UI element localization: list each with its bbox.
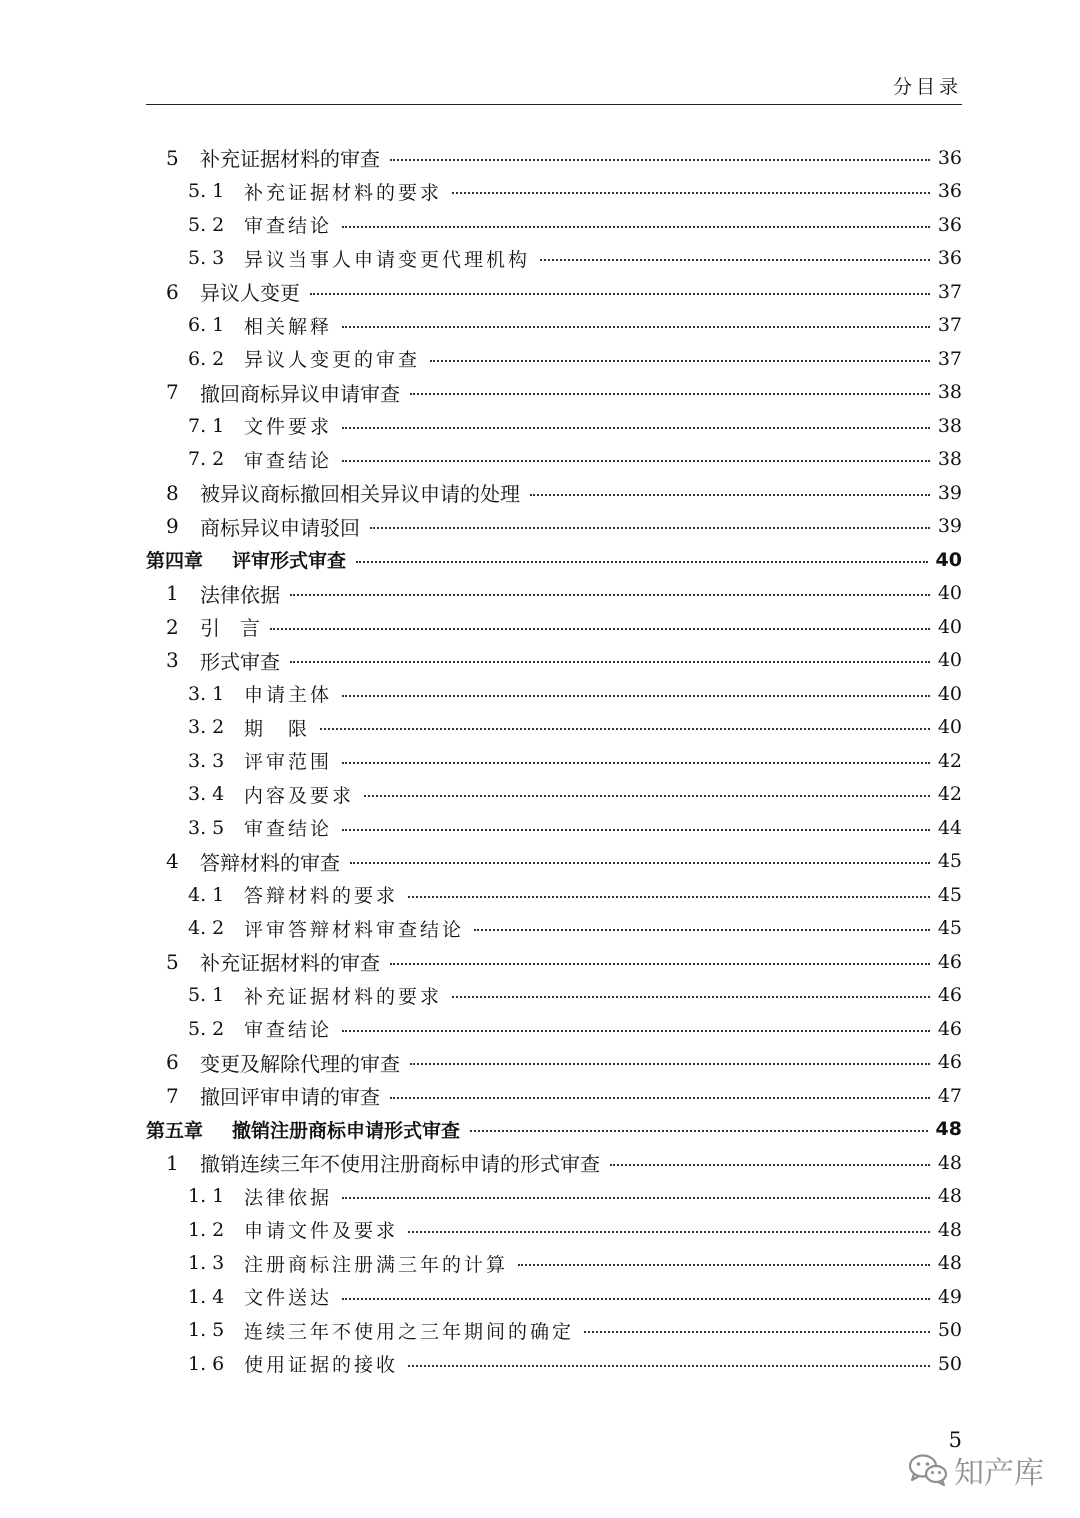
toc-entry-page: 46: [937, 950, 962, 973]
toc-entry-page: 48: [935, 1118, 962, 1141]
toc-entry-title: 法律依据: [244, 1186, 333, 1209]
toc-entry-row: [146, 510, 962, 544]
toc-entry-title: 法律依据: [200, 582, 280, 607]
toc-entry-number: 2: [166, 614, 179, 639]
toc-entry-page: 40: [937, 615, 962, 638]
toc-entry-number: 第五章: [146, 1119, 204, 1142]
toc-chapter-row: [146, 543, 962, 577]
toc-entry-title: 评审形式审查: [232, 550, 347, 573]
toc-entry-title: 相关解释: [244, 315, 333, 338]
dot-leader: [540, 259, 930, 261]
wechat-icon: [908, 1453, 948, 1487]
toc-entry-title: 审查结论: [244, 1019, 333, 1042]
dot-leader: [356, 561, 928, 563]
dot-leader: [342, 1197, 930, 1199]
dot-leader: [364, 795, 930, 797]
toc-entry-page: 36: [937, 247, 962, 270]
toc-entry-row: [146, 912, 962, 946]
dot-leader: [518, 1264, 930, 1266]
toc-entry-number: 3: [166, 648, 179, 673]
toc-entry-row: [146, 610, 962, 644]
toc-entry-title: 答辩材料的要求: [244, 885, 399, 908]
dot-leader: [410, 393, 930, 395]
toc-entry-number: 1. 4: [188, 1285, 225, 1308]
toc-entry-page: 36: [937, 180, 962, 203]
toc-entry-row: [146, 644, 962, 678]
toc-entry-title: 异议人变更: [200, 281, 300, 306]
toc-entry-number: 3. 3: [188, 749, 225, 772]
toc-entry-page: 40: [935, 548, 962, 571]
toc-entry-title: 审查结论: [244, 215, 333, 238]
toc-entry-number: 1: [166, 1150, 179, 1175]
toc-entry-title: 申请文件及要求: [244, 1220, 399, 1243]
dot-leader: [452, 192, 930, 194]
page-number: 5: [948, 1428, 962, 1452]
toc-entry-page: 48: [937, 1185, 962, 1208]
dot-leader: [342, 427, 930, 429]
toc-entry-number: 1. 6: [188, 1352, 225, 1375]
toc-entry-row: [146, 1213, 962, 1247]
toc-entry-page: 50: [937, 1352, 962, 1375]
toc-entry-title: 引 言: [200, 616, 260, 641]
toc-entry-page: 36: [937, 146, 962, 169]
toc-entry-number: 5. 1: [188, 984, 225, 1007]
dot-leader: [342, 1298, 930, 1300]
toc-entry-page: 38: [937, 448, 962, 471]
dot-leader: [452, 996, 930, 998]
dot-leader: [350, 862, 930, 864]
toc-entry-page: 48: [937, 1218, 962, 1241]
toc-entry-title: 内容及要求: [244, 784, 355, 807]
toc-entry-title: 异议人变更的审查: [244, 349, 421, 372]
toc-entry-number: 3. 1: [188, 682, 225, 705]
toc-entry-title: 补充证据材料的审查: [200, 147, 380, 172]
dot-leader: [370, 527, 930, 529]
toc-entry-title: 被异议商标撤回相关异议申请的处理: [200, 482, 520, 507]
toc-entry-title: 补充证据材料的审查: [200, 951, 380, 976]
toc-entry-number: 1. 1: [188, 1185, 225, 1208]
toc-entry-number: 6: [166, 279, 179, 304]
toc-entry-row: [146, 175, 962, 209]
toc-entry-number: 3. 2: [188, 716, 225, 739]
toc-entry-page: 49: [937, 1285, 962, 1308]
toc-entry-number: 5. 3: [188, 247, 225, 270]
table-of-contents: [146, 141, 962, 1381]
dot-leader: [342, 326, 930, 328]
toc-entry-page: 39: [937, 515, 962, 538]
toc-entry-page: 48: [937, 1151, 962, 1174]
toc-entry-title: 期 限: [244, 717, 311, 740]
toc-entry-number: 4. 2: [188, 917, 225, 940]
toc-entry-row: [146, 342, 962, 376]
toc-entry-title: 文件送达: [244, 1287, 333, 1310]
toc-entry-row: [146, 677, 962, 711]
toc-entry-row: [146, 141, 962, 175]
toc-entry-row: [146, 476, 962, 510]
toc-entry-page: 37: [937, 314, 962, 337]
toc-entry-number: 3. 4: [188, 783, 225, 806]
dot-leader: [390, 1097, 930, 1099]
toc-entry-row: [146, 878, 962, 912]
toc-entry-row: [146, 443, 962, 477]
toc-entry-row: [146, 711, 962, 745]
toc-entry-page: 50: [937, 1319, 962, 1342]
toc-entry-page: 36: [937, 213, 962, 236]
toc-entry-row: [146, 979, 962, 1013]
dot-leader: [270, 628, 930, 630]
toc-entry-page: 42: [937, 749, 962, 772]
toc-entry-title: 使用证据的接收: [244, 1354, 399, 1377]
toc-entry-number: 5: [166, 145, 179, 170]
toc-entry-page: 46: [937, 984, 962, 1007]
toc-entry-row: [146, 778, 962, 812]
toc-entry-title: 注册商标注册满三年的计算: [244, 1253, 509, 1276]
toc-entry-title: 补充证据材料的要求: [244, 985, 443, 1008]
running-header: 分目录: [892, 76, 962, 98]
toc-entry-title: 审查结论: [244, 449, 333, 472]
toc-entry-page: 48: [937, 1252, 962, 1275]
toc-entry-title: 撤回评审申请的审查: [200, 1085, 380, 1110]
toc-entry-number: 7. 1: [188, 414, 225, 437]
toc-entry-page: 37: [937, 347, 962, 370]
toc-entry-row: [146, 945, 962, 979]
toc-entry-title: 异议当事人申请变更代理机构: [244, 248, 531, 271]
toc-entry-number: 5. 2: [188, 1017, 225, 1040]
toc-entry-number: 6. 2: [188, 347, 225, 370]
dot-leader: [342, 762, 930, 764]
toc-entry-number: 4. 1: [188, 883, 225, 906]
toc-entry-number: 6. 1: [188, 314, 225, 337]
toc-entry-title: 撤销注册商标申请形式审查: [232, 1119, 461, 1142]
toc-entry-page: 42: [937, 783, 962, 806]
toc-entry-row: [146, 845, 962, 879]
toc-entry-number: 4: [166, 849, 179, 874]
dot-leader: [584, 1331, 930, 1333]
toc-entry-page: 40: [937, 649, 962, 672]
toc-entry-number: 5. 2: [188, 213, 225, 236]
toc-entry-title: 评审范围: [244, 751, 333, 774]
toc-entry-number: 1. 3: [188, 1252, 225, 1275]
toc-entry-number: 1. 2: [188, 1218, 225, 1241]
dot-leader: [408, 1365, 930, 1367]
toc-entry-row: [146, 208, 962, 242]
toc-entry-row: [146, 1079, 962, 1113]
toc-entry-row: [146, 1247, 962, 1281]
dot-leader: [530, 494, 930, 496]
toc-entry-page: 38: [937, 414, 962, 437]
toc-entry-title: 评审答辩材料审查结论: [244, 918, 465, 941]
dot-leader: [470, 1130, 928, 1132]
toc-entry-title: 申请主体: [244, 684, 333, 707]
dot-leader: [310, 293, 930, 295]
dot-leader: [290, 594, 930, 596]
toc-entry-row: [146, 376, 962, 410]
toc-entry-title: 答辩材料的审查: [200, 850, 340, 875]
dot-leader: [342, 829, 930, 831]
toc-entry-row: [146, 1046, 962, 1080]
toc-entry-number: 5: [166, 949, 179, 974]
toc-entry-row: [146, 1314, 962, 1348]
dot-leader: [610, 1164, 930, 1166]
toc-entry-title: 变更及解除代理的审查: [200, 1051, 400, 1076]
toc-entry-page: 44: [937, 816, 962, 839]
toc-entry-number: 7: [166, 1083, 179, 1108]
dot-leader: [408, 896, 930, 898]
dot-leader: [474, 929, 930, 931]
header-rule: [146, 104, 962, 105]
toc-entry-number: 7. 2: [188, 448, 225, 471]
toc-entry-page: 40: [937, 582, 962, 605]
toc-chapter-row: [146, 1113, 962, 1147]
toc-entry-row: [146, 309, 962, 343]
dot-leader: [342, 226, 930, 228]
toc-entry-number: 1: [166, 581, 179, 606]
toc-entry-page: 45: [937, 883, 962, 906]
toc-entry-row: [146, 409, 962, 443]
toc-entry-page: 39: [937, 481, 962, 504]
toc-entry-number: 8: [166, 480, 179, 505]
toc-entry-page: 46: [937, 1051, 962, 1074]
dot-leader: [390, 159, 930, 161]
toc-entry-number: 7: [166, 380, 179, 405]
dot-leader: [342, 695, 930, 697]
toc-entry-row: [146, 744, 962, 778]
toc-entry-row: [146, 1347, 962, 1381]
toc-entry-page: 47: [937, 1084, 962, 1107]
toc-entry-page: 40: [937, 682, 962, 705]
toc-entry-row: [146, 1012, 962, 1046]
toc-entry-page: 38: [937, 381, 962, 404]
toc-entry-title: 撤销连续三年不使用注册商标申请的形式审查: [200, 1152, 600, 1177]
dot-leader: [390, 963, 930, 965]
dot-leader: [430, 360, 930, 362]
toc-entry-title: 补充证据材料的要求: [244, 181, 443, 204]
dot-leader: [410, 1063, 930, 1065]
watermark-text: 知产库: [954, 1456, 1044, 1491]
toc-entry-row: [146, 1180, 962, 1214]
toc-entry-page: 40: [937, 716, 962, 739]
toc-entry-number: 9: [166, 514, 179, 539]
toc-entry-row: [146, 242, 962, 276]
toc-entry-title: 文件要求: [244, 416, 333, 439]
toc-entry-title: 商标异议申请驳回: [200, 515, 360, 540]
toc-entry-title: 审查结论: [244, 818, 333, 841]
dot-leader: [320, 728, 930, 730]
toc-entry-number: 1. 5: [188, 1319, 225, 1342]
dot-leader: [342, 460, 930, 462]
toc-entry-row: [146, 1146, 962, 1180]
toc-entry-number: 5. 1: [188, 180, 225, 203]
dot-leader: [408, 1231, 930, 1233]
watermark: [908, 1448, 1044, 1492]
toc-entry-page: 45: [937, 917, 962, 940]
toc-entry-title: 撤回商标异议申请审查: [200, 381, 400, 406]
toc-entry-row: [146, 577, 962, 611]
toc-entry-row: [146, 275, 962, 309]
toc-entry-number: 6: [166, 1050, 179, 1075]
dot-leader: [290, 661, 930, 663]
toc-entry-number: 第四章: [146, 550, 204, 573]
toc-entry-title: 形式审查: [200, 649, 280, 674]
toc-entry-row: [146, 811, 962, 845]
dot-leader: [342, 1030, 930, 1032]
toc-entry-page: 37: [937, 280, 962, 303]
toc-entry-page: 45: [937, 850, 962, 873]
toc-entry-page: 46: [937, 1017, 962, 1040]
toc-entry-row: [146, 1280, 962, 1314]
toc-entry-title: 连续三年不使用之三年期间的确定: [244, 1320, 575, 1343]
toc-entry-number: 3. 5: [188, 816, 225, 839]
